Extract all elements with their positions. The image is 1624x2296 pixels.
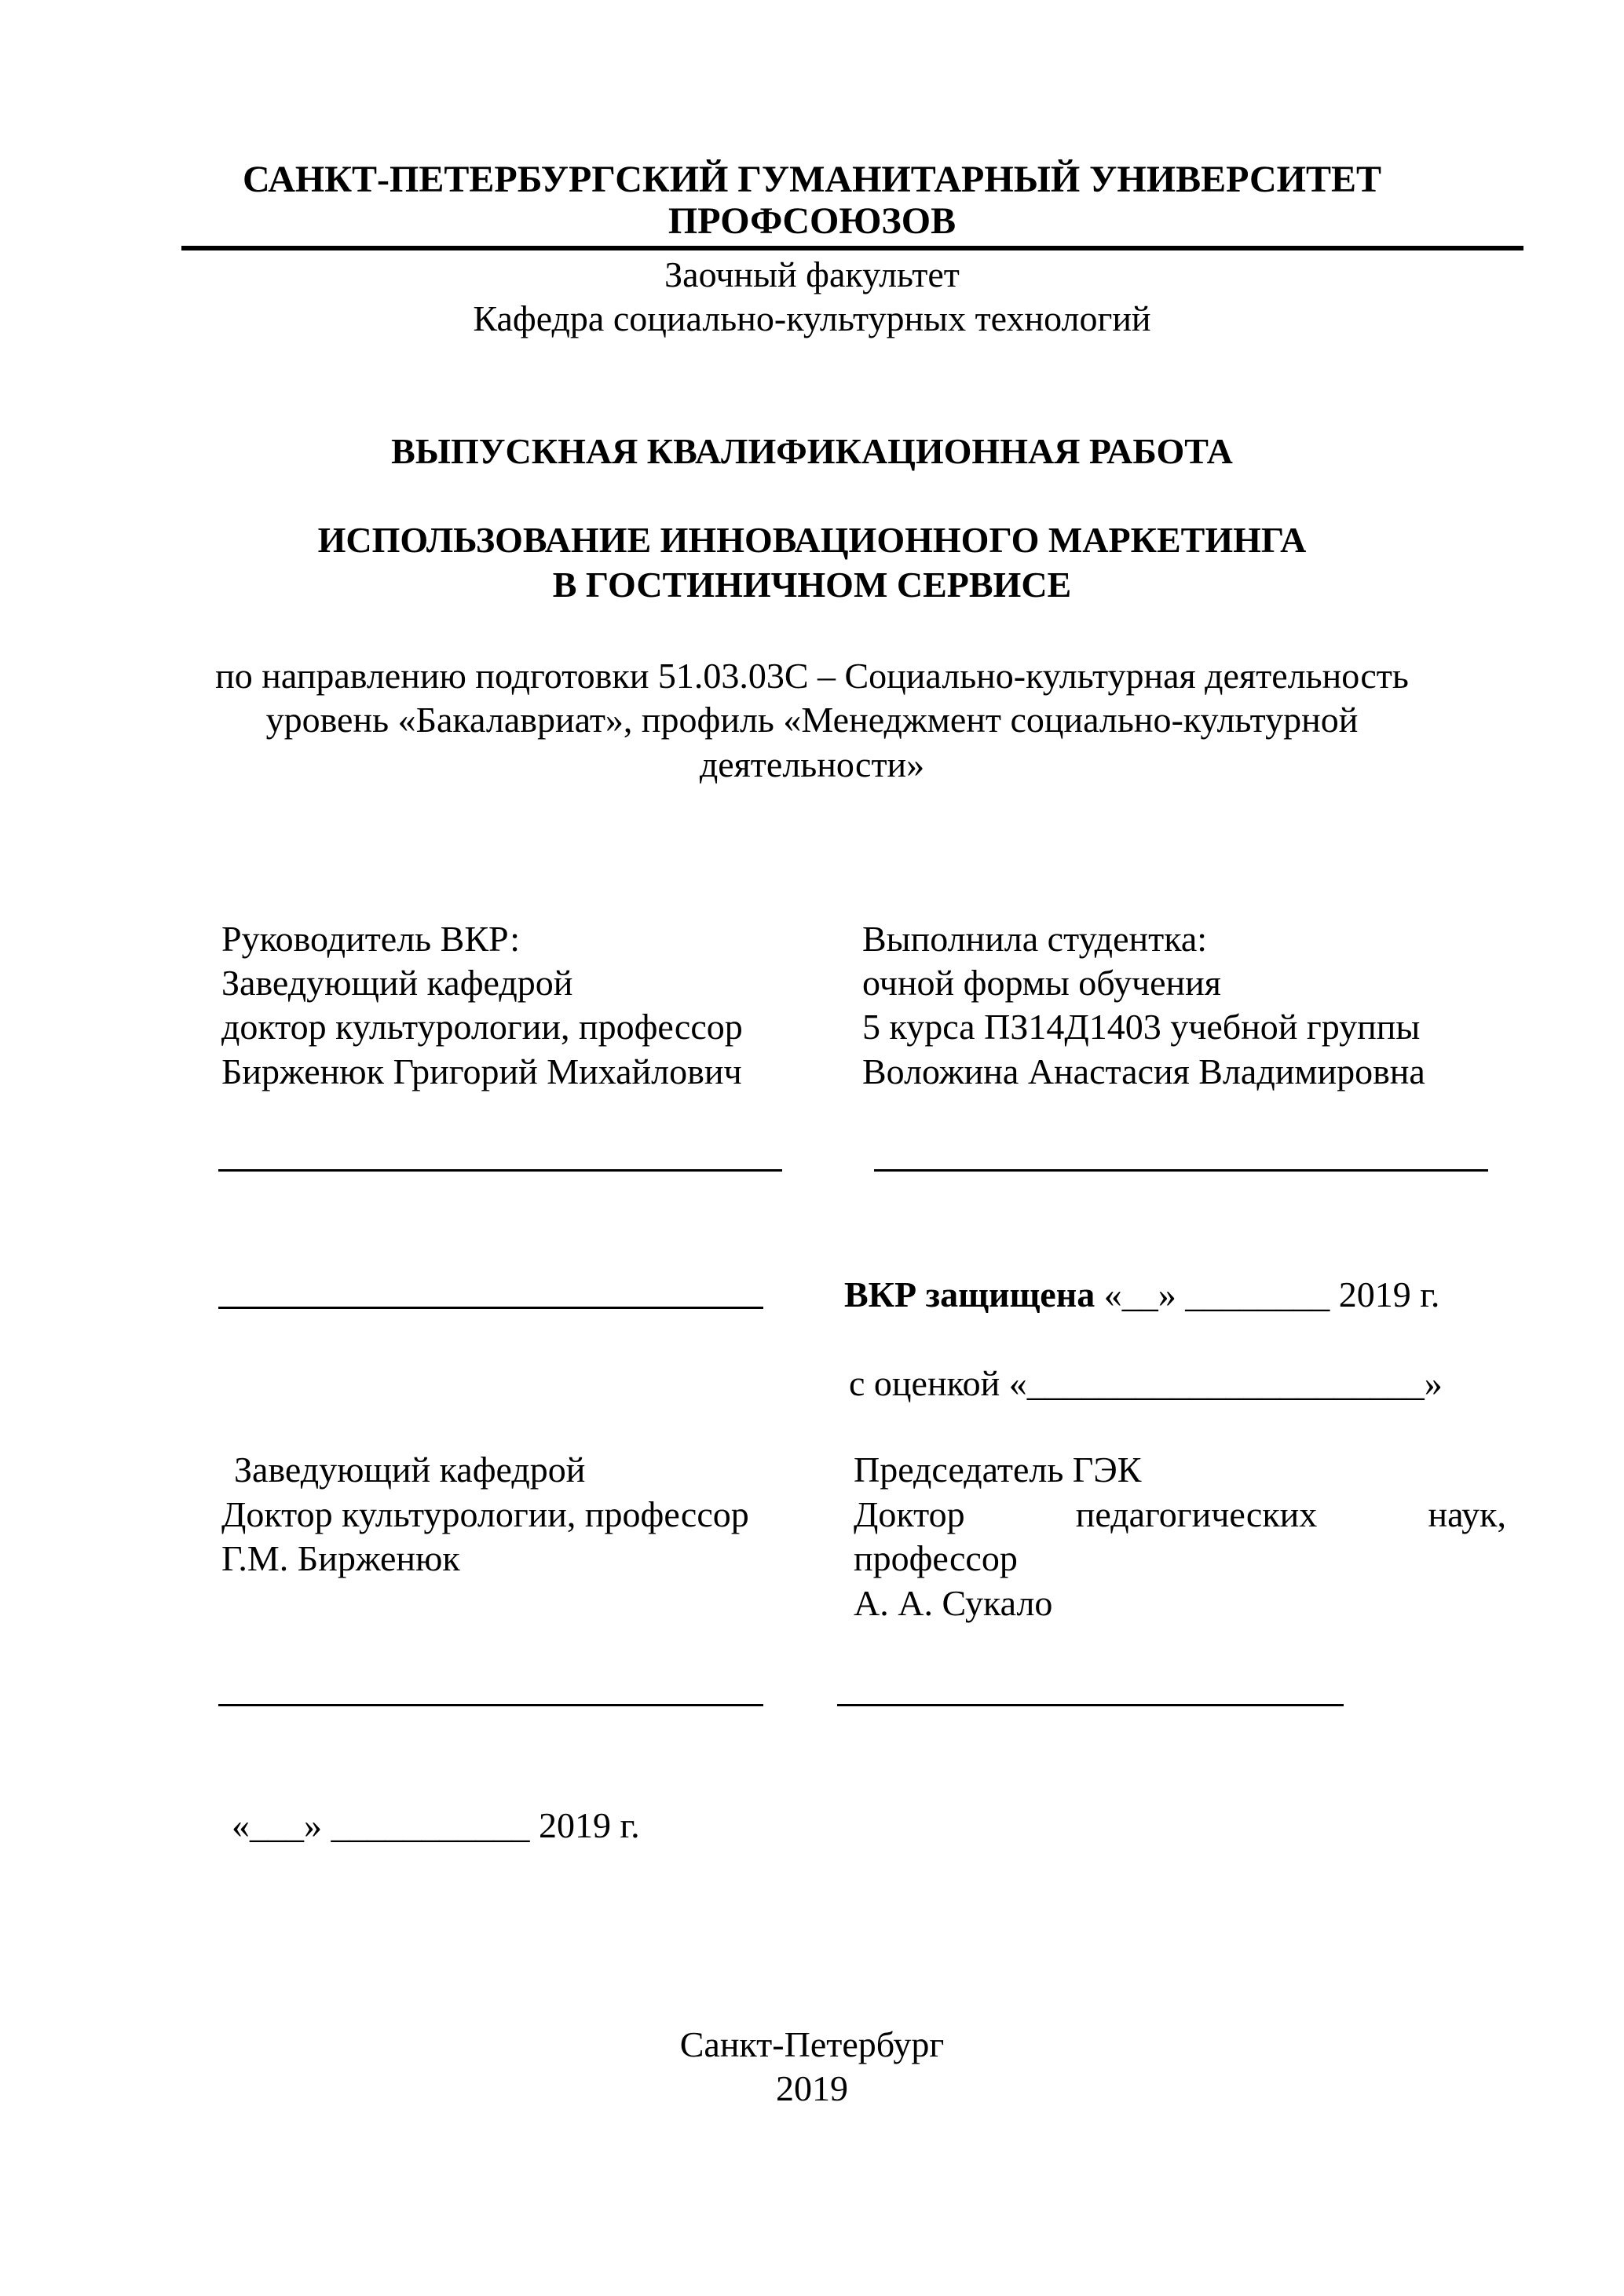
university-name-line1: САНКТ-ПЕТЕРБУРГСКИЙ ГУМАНИТАРНЫЙ УНИВЕРСИТЕТ — [242, 159, 1382, 200]
thesis-title-line2: В ГОСТИНИЧНОМ СЕРВИСЕ — [552, 565, 1072, 605]
supervisor-name: Бирженюк Григорий Михайлович — [221, 1051, 742, 1091]
direction-line2: уровень «Бакалавриат», профиль «Менеджмент социально-культурной — [265, 700, 1359, 740]
head-degree: Доктор культурологии, профессор — [221, 1494, 749, 1534]
student-label: Выполнила студентка: — [862, 919, 1208, 959]
date-line: «___» ___________ 2019 г. — [232, 1805, 640, 1845]
defense-label: ВКР защищена — [844, 1274, 1095, 1314]
signature-line — [218, 1307, 763, 1309]
student-group: 5 курса ПЗ14Д1403 учебной группы — [862, 1007, 1421, 1047]
chairman-degree-word: наук, — [1428, 1494, 1506, 1534]
thesis-title-line1: ИСПОЛЬЗОВАНИЕ ИННОВАЦИОННОГО МАРКЕТИНГА — [317, 520, 1307, 560]
chairman-title: профессор — [854, 1538, 1018, 1578]
chairman-position: Председатель ГЭК — [854, 1450, 1142, 1490]
work-type: ВЫПУСКНАЯ КВАЛИФИКАЦИОННАЯ РАБОТА — [391, 431, 1233, 471]
supervisor-position: Заведующий кафедрой — [221, 963, 573, 1003]
header-rule — [181, 246, 1523, 250]
supervisor-label: Руководитель ВКР: — [221, 919, 521, 959]
chairman-name: А. А. Сукало — [854, 1583, 1053, 1623]
city: Санкт-Петербург — [679, 2024, 945, 2064]
head-name: Г.М. Бирженюк — [221, 1538, 460, 1578]
chairman-degree — [854, 1493, 1506, 1537]
year: 2019 — [776, 2068, 848, 2108]
chairman-degree-word: Доктор — [854, 1494, 965, 1534]
supervisor-degree: доктор культурологии, профессор — [221, 1007, 743, 1047]
department: Кафедра социально-культурных технологий — [473, 298, 1151, 338]
head-signature-line — [218, 1704, 763, 1706]
defense-grade: с оценкой «______________________» — [849, 1363, 1443, 1403]
faculty: Заочный факультет — [664, 254, 960, 294]
chairman-signature-line — [837, 1704, 1344, 1706]
student-signature-line — [874, 1169, 1488, 1172]
student-form: очной формы обучения — [862, 963, 1221, 1003]
chairman-degree-word: педагогических — [1075, 1494, 1318, 1534]
head-position: Заведующий кафедрой — [234, 1450, 586, 1490]
defense-date-text: «__» ________ 2019 г. — [1095, 1274, 1440, 1314]
direction-line3: деятельности» — [699, 744, 925, 784]
student-name: Воложина Анастасия Владимировна — [862, 1051, 1425, 1091]
supervisor-signature-line — [218, 1169, 782, 1172]
direction-line1: по направлению подготовки 51.03.03С – Социально-культурная деятельность — [215, 656, 1409, 696]
university-name-line2: ПРОФСОЮЗОВ — [668, 200, 956, 242]
defense-date — [844, 1273, 1439, 1317]
